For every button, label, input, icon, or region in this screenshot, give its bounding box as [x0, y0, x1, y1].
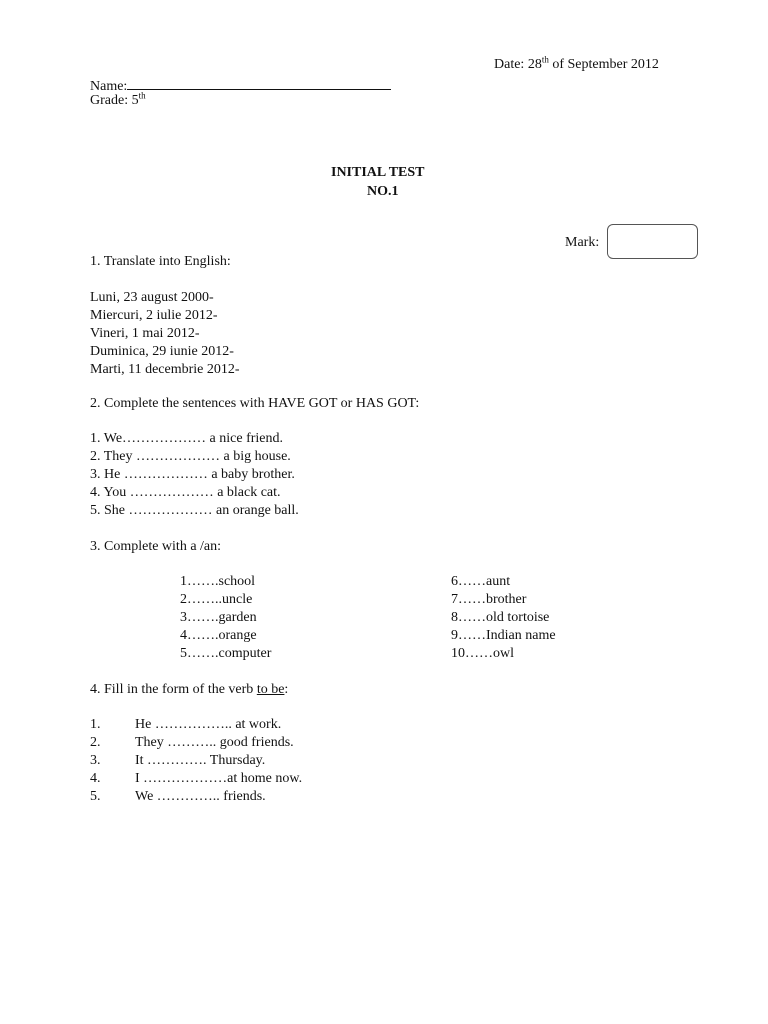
- list-item[interactable]: 3. He ……………… a baby brother.: [90, 467, 295, 482]
- list-item[interactable]: 6……aunt: [451, 574, 511, 589]
- name-line: Name:: [90, 74, 391, 96]
- test-number: NO.1: [367, 184, 399, 199]
- list-item[interactable]: 4. I ………………at home now.: [90, 771, 303, 786]
- list-item[interactable]: 1. He …………….. at work.: [90, 717, 282, 732]
- list-item[interactable]: 4…….orange: [180, 628, 257, 643]
- exercise2-heading: 2. Complete the sentences with HAVE GOT or HAS GOT:: [90, 396, 420, 411]
- list-item[interactable]: 5…….computer: [180, 646, 272, 661]
- list-item[interactable]: Duminica, 29 iunie 2012-: [90, 344, 234, 359]
- list-item[interactable]: 8……old tortoise: [451, 610, 550, 625]
- mark-label: Mark:: [565, 235, 600, 250]
- exercise4-heading: 4. Fill in the form of the verb to be:: [90, 682, 289, 697]
- list-item[interactable]: 1. We……………… a nice friend.: [90, 431, 284, 446]
- exercise1-heading: 1. Translate into English:: [90, 254, 231, 269]
- list-item[interactable]: 5. We ………….. friends.: [90, 789, 266, 804]
- list-item[interactable]: 4. You ……………… a black cat.: [90, 485, 281, 500]
- list-item[interactable]: 7……brother: [451, 592, 527, 607]
- list-item[interactable]: 5. She ……………… an orange ball.: [90, 503, 299, 518]
- list-item[interactable]: Luni, 23 august 2000-: [90, 290, 214, 305]
- list-item[interactable]: Marti, 11 decembrie 2012-: [90, 362, 240, 377]
- list-item[interactable]: 3. It …………. Thursday.: [90, 753, 266, 768]
- exercise3-left-column: [180, 573, 271, 663]
- list-item[interactable]: 9……Indian name: [451, 628, 556, 643]
- list-item[interactable]: 2. They ……….. good friends.: [90, 735, 294, 750]
- list-item[interactable]: Miercuri, 2 iulie 2012-: [90, 308, 218, 323]
- grade-line: Grade: 5th: [90, 90, 146, 108]
- name-blank[interactable]: [127, 74, 391, 90]
- list-item[interactable]: Vineri, 1 mai 2012-: [90, 326, 200, 341]
- test-title: INITIAL TEST: [331, 165, 425, 180]
- date-line: Date: 28th of September 2012: [494, 54, 659, 72]
- list-item[interactable]: 3…….garden: [180, 610, 257, 625]
- exercise2-list: [90, 430, 299, 520]
- exercise3-right-column: [451, 573, 556, 663]
- exercise3-heading: 3. Complete with a /an:: [90, 539, 222, 554]
- exercise4-list: [90, 716, 302, 806]
- list-item[interactable]: 1…….school: [180, 574, 256, 589]
- mark-box[interactable]: [607, 224, 698, 259]
- list-item[interactable]: 2. They ……………… a big house.: [90, 449, 291, 464]
- list-item[interactable]: 2……..uncle: [180, 592, 253, 607]
- list-item[interactable]: 10……owl: [451, 646, 514, 661]
- exercise1-list: [90, 289, 240, 379]
